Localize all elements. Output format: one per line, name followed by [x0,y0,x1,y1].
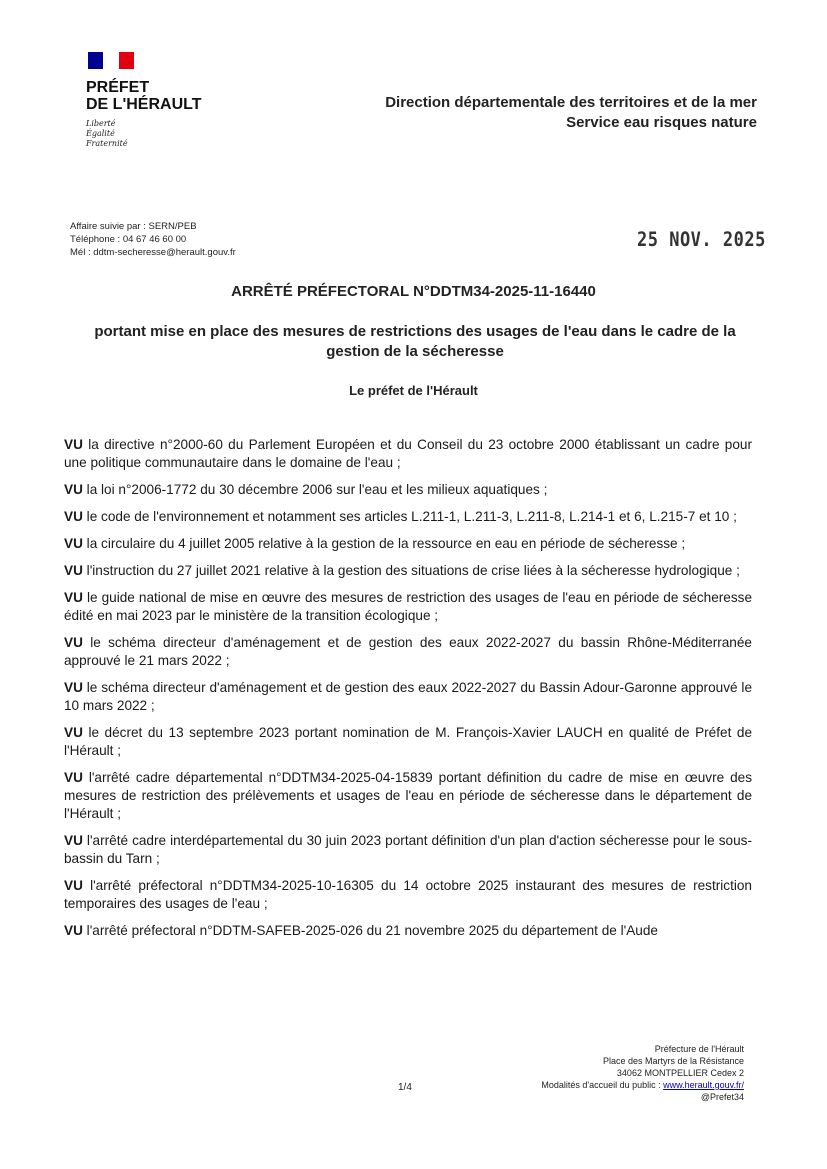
issuing-department [385,93,757,133]
visa-item [64,922,752,940]
visa-keyword: VU [64,590,83,605]
republic-motto [86,119,202,149]
visa-keyword: VU [64,536,83,551]
prefet-heading: Le préfet de l'Hérault [349,383,478,398]
footer-line-3: 34062 MONTPELLIER Cedex 2 [616,1068,744,1078]
visa-item [64,724,752,760]
contact-email: Mél : ddtm-secheresse@herault.gouv.fr [70,247,236,258]
visa-text: l'arrêté préfectoral n°DDTM-SAFEB-2025-026 du 21 novembre 2025 du département de l'Aude [86,923,658,938]
visa-keyword: VU [64,482,83,497]
footer-line-5: @Prefet34 [700,1092,744,1102]
visa-item [64,634,752,670]
visa-keyword: VU [64,878,83,893]
visa-text: le décret du 13 septembre 2023 portant nomination de M. François-Xavier LAUCH en qualité de Préfet de l'Hérault ; [64,725,752,758]
visa-text: le guide national de mise en œuvre des mesures de restriction des usages de l'eau en période de sécheresse édité en mai 2023 par le ministère de la transition écologique ; [64,590,752,623]
institution-name [86,79,202,113]
visa-keyword: VU [64,833,83,848]
visa-item [64,562,752,580]
service-name: Service eau risques nature [566,114,757,131]
footer-line-4 [541,1079,744,1091]
marianne-flag-icon [88,52,134,69]
visa-text: l'arrêté préfectoral n°DDTM34-2025-10-16305 du 14 octobre 2025 instaurant des mesures de restriction temporaires des usages de l'eau ; [64,878,752,911]
visa-item [64,508,752,526]
visa-text: la loi n°2006-1772 du 30 décembre 2006 sur l'eau et les milieux aquatiques ; [86,482,548,497]
contact-block [70,220,236,259]
visa-item [64,832,752,868]
visa-item [64,589,752,625]
motto-fraternite: Fraternité [86,139,128,148]
visa-keyword: VU [64,923,83,938]
visa-text: l'arrêté cadre départemental n°DDTM34-2025-04-15839 portant définition du cadre de mise en œuvre des mesures de restriction des prélèvements et usages de l'eau en période de sécheresse dans le département de l'Hérault ; [64,770,752,821]
visa-text: l'arrêté cadre interdépartemental du 30 juin 2023 portant définition d'un plan d'action sécheresse pour le sous-bassin du Tarn ; [64,833,753,866]
visa-item [64,769,752,823]
website-link[interactable]: www.herault.gouv.fr/ [663,1080,744,1090]
direction-name: Direction départementale des territoires et de la mer [385,94,757,111]
visa-item [64,481,752,499]
footer-line-1: Préfecture de l'Hérault [654,1044,744,1054]
page-number: 1/4 [398,1082,412,1093]
visa-keyword: VU [64,635,83,650]
motto-egalite: Égalité [86,129,115,138]
footer-accueil-label: Modalités d'accueil du public : [541,1080,664,1090]
visa-item [64,535,752,553]
visa-keyword: VU [64,437,83,452]
visa-item [64,877,752,913]
visa-keyword: VU [64,563,83,578]
contact-affaire: Affaire suivie par : SERN/PEB [70,221,197,232]
prefecture-logo [86,52,202,149]
contact-telephone: Téléphone : 04 67 46 60 00 [70,234,187,245]
visa-text: le code de l'environnement et notamment ses articles L.211-1, L.211-3, L.211-8, L.214-1 et 6, L.215-7 et 10 ; [86,509,737,524]
motto-liberte: Liberté [86,119,116,128]
visa-keyword: VU [64,725,83,740]
institution-line-2: DE L'HÉRAULT [86,96,202,113]
visa-text: la circulaire du 4 juillet 2005 relative à la gestion de la ressource en eau en période de sécheresse ; [86,536,686,551]
visa-keyword: VU [64,509,83,524]
document-subject: portant mise en place des mesures de restrictions des usages de l'eau dans le cadre de la gestion de la sécheresse [94,323,736,360]
institution-line-1: PRÉFET [86,79,150,96]
visa-text: le schéma directeur d'aménagement et de gestion des eaux 2022-2027 du Bassin Adour-Garonne approuvé le 10 mars 2022 ; [64,680,753,713]
footer-address [541,1043,744,1103]
visa-text: le schéma directeur d'aménagement et de gestion des eaux 2022-2027 du bassin Rhône-Méditerranée approuvé le 21 mars 2022 ; [64,635,752,668]
document-title: ARRÊTÉ PRÉFECTORAL N°DDTM34-2025-11-16440 [231,283,596,300]
visa-item [64,436,752,472]
visa-text: la directive n°2000-60 du Parlement Européen et du Conseil du 23 octobre 2000 établissant un cadre pour une politique communautaire dans le domaine de l'eau ; [64,437,753,470]
footer-line-2: Place des Martyrs de la Résistance [602,1056,744,1066]
visas-list [64,436,752,949]
visa-keyword: VU [64,680,83,695]
visa-keyword: VU [64,770,83,785]
date-stamp: 25 NOV. 2025 [637,228,766,252]
visa-item [64,679,752,715]
visa-text: l'instruction du 27 juillet 2021 relative à la gestion des situations de crise liées à la sécheresse hydrologique ; [86,563,740,578]
